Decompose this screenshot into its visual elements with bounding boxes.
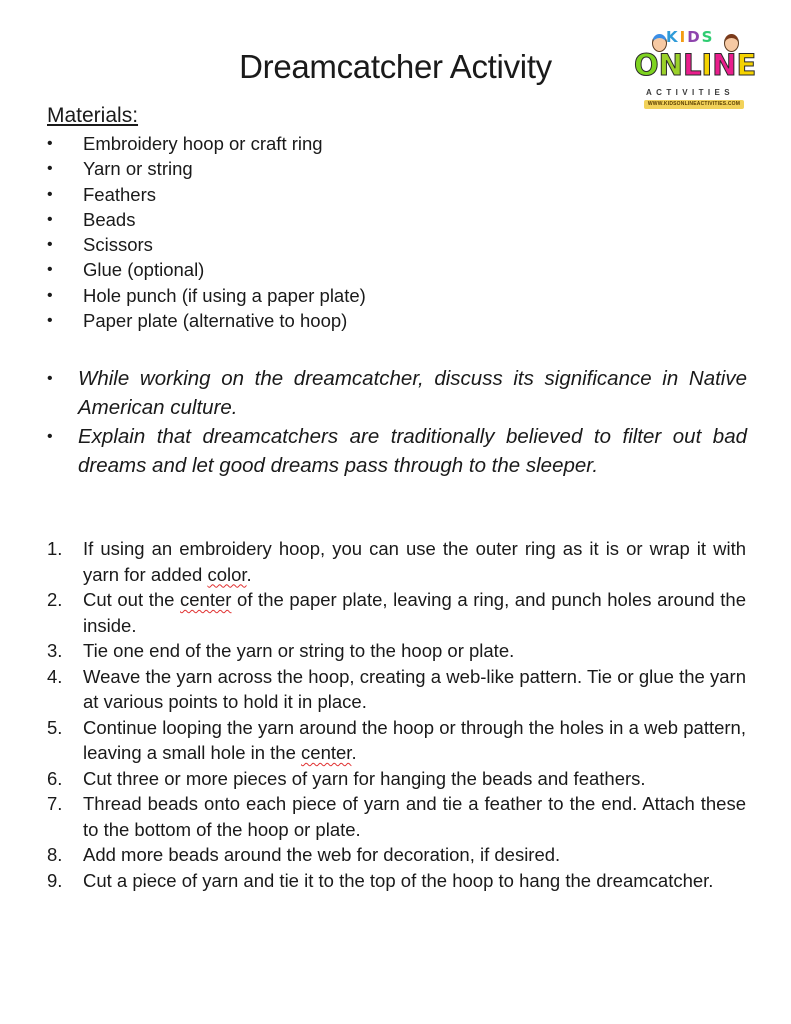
bullet-icon: • xyxy=(47,312,53,330)
material-label: Beads xyxy=(83,208,136,230)
step-number: 2. xyxy=(47,589,63,610)
logo-activities-text: ACTIVITIES xyxy=(646,88,735,97)
step-number: 7. xyxy=(47,793,63,814)
logo-letter: S xyxy=(701,28,715,46)
step-number: 8. xyxy=(47,844,63,865)
step-text: Thread beads onto each piece of yarn and tie a feather to the end. Attach these to the bottom of the hoop or plate. xyxy=(83,793,746,840)
list-item xyxy=(0,207,366,232)
bullet-icon: • xyxy=(47,261,53,279)
bullet-icon: • xyxy=(47,160,53,178)
list-item xyxy=(0,182,366,207)
bullet-icon: • xyxy=(47,185,53,203)
bullet-icon: • xyxy=(47,428,53,445)
bullet-icon: • xyxy=(47,135,53,152)
list-item xyxy=(0,156,366,181)
logo-letter: K xyxy=(666,28,680,46)
list-item xyxy=(0,131,366,156)
steps-list xyxy=(0,536,746,893)
logo-letter: I xyxy=(679,28,688,46)
material-label: Hole punch (if using a paper plate) xyxy=(83,284,366,306)
list-item xyxy=(0,283,366,308)
spellcheck-word: color xyxy=(207,563,247,585)
step-text: Tie one end of the yarn or string to the hoop or plate. xyxy=(83,640,515,661)
logo-letter: N xyxy=(658,48,683,82)
note-text: While working on the dreamcatcher, discuss its significance in Native American culture. xyxy=(78,367,747,419)
note-item xyxy=(0,422,747,480)
step-item xyxy=(0,587,746,638)
logo-letter: D xyxy=(687,28,702,46)
step-text: If using an embroidery hoop, you can use the outer ring as it is or wrap it with yarn for added xyxy=(83,538,746,585)
logo-online-text xyxy=(634,48,756,82)
materials-list xyxy=(0,131,366,333)
material-label: Yarn or string xyxy=(83,158,193,180)
list-item xyxy=(0,308,366,333)
material-label: Embroidery hoop or craft ring xyxy=(83,133,323,154)
step-text: . xyxy=(246,563,252,585)
list-item xyxy=(0,232,366,257)
step-number: 1. xyxy=(47,538,63,559)
step-item xyxy=(0,791,746,842)
logo-kids-text xyxy=(666,28,714,46)
material-label: Glue (optional) xyxy=(83,259,205,281)
step-text: Continue looping the yarn around the hoop or through the holes in a web pattern, leaving a small hole in the xyxy=(83,716,746,763)
step-text: Cut three or more pieces of yarn for hanging the beads and feathers. xyxy=(83,767,646,789)
step-item xyxy=(0,715,746,766)
step-number: 5. xyxy=(47,716,63,738)
bullet-icon: • xyxy=(47,286,53,304)
step-number: 6. xyxy=(47,767,63,789)
list-item xyxy=(0,257,366,282)
material-label: Feathers xyxy=(83,183,157,205)
step-text: . xyxy=(351,742,357,763)
step-text: Cut out the xyxy=(83,589,181,610)
step-item xyxy=(0,664,746,715)
bullet-icon: • xyxy=(47,210,53,228)
notes-list xyxy=(0,364,791,480)
step-text: of the paper plate, leaving a ring, and punch holes around the inside. xyxy=(83,589,746,636)
bullet-icon: • xyxy=(47,236,53,254)
spellcheck-word: center xyxy=(301,742,352,763)
logo-letter: O xyxy=(634,48,659,82)
page-title: Dreamcatcher Activity xyxy=(239,48,552,85)
step-number: 9. xyxy=(47,869,63,891)
step-text: Add more beads around the web for decoration, if desired. xyxy=(83,844,561,865)
material-label: Scissors xyxy=(83,234,153,256)
logo-letter: E xyxy=(736,48,757,82)
materials-heading: Materials: xyxy=(47,104,139,127)
step-number: 3. xyxy=(47,640,63,661)
step-item xyxy=(0,536,746,587)
note-item xyxy=(0,364,747,422)
bullet-icon: • xyxy=(47,370,53,387)
step-text: Cut a piece of yarn and tie it to the top of the hoop to hang the dreamcatcher. xyxy=(83,869,714,891)
step-text: Weave the yarn across the hoop, creating a web-like pattern. Tie or glue the yarn at various points to hold it in place. xyxy=(83,665,746,712)
note-text: Explain that dreamcatchers are traditionally believed to filter out bad dreams and let good dreams pass through to the sleeper. xyxy=(78,425,747,477)
logo-letter: L xyxy=(682,48,702,82)
step-item xyxy=(0,842,746,868)
step-item xyxy=(0,766,746,792)
material-label: Paper plate (alternative to hoop) xyxy=(83,310,348,332)
logo-letter: N xyxy=(712,48,737,82)
step-number: 4. xyxy=(47,665,63,687)
step-item xyxy=(0,638,746,664)
logo-url-banner: WWW.KIDSONLINEACTIVITIES.COM xyxy=(644,100,744,109)
logo-letter: I xyxy=(701,48,713,82)
kids-online-activities-logo xyxy=(630,26,758,112)
step-item xyxy=(0,868,746,894)
spellcheck-word: center xyxy=(180,589,232,610)
